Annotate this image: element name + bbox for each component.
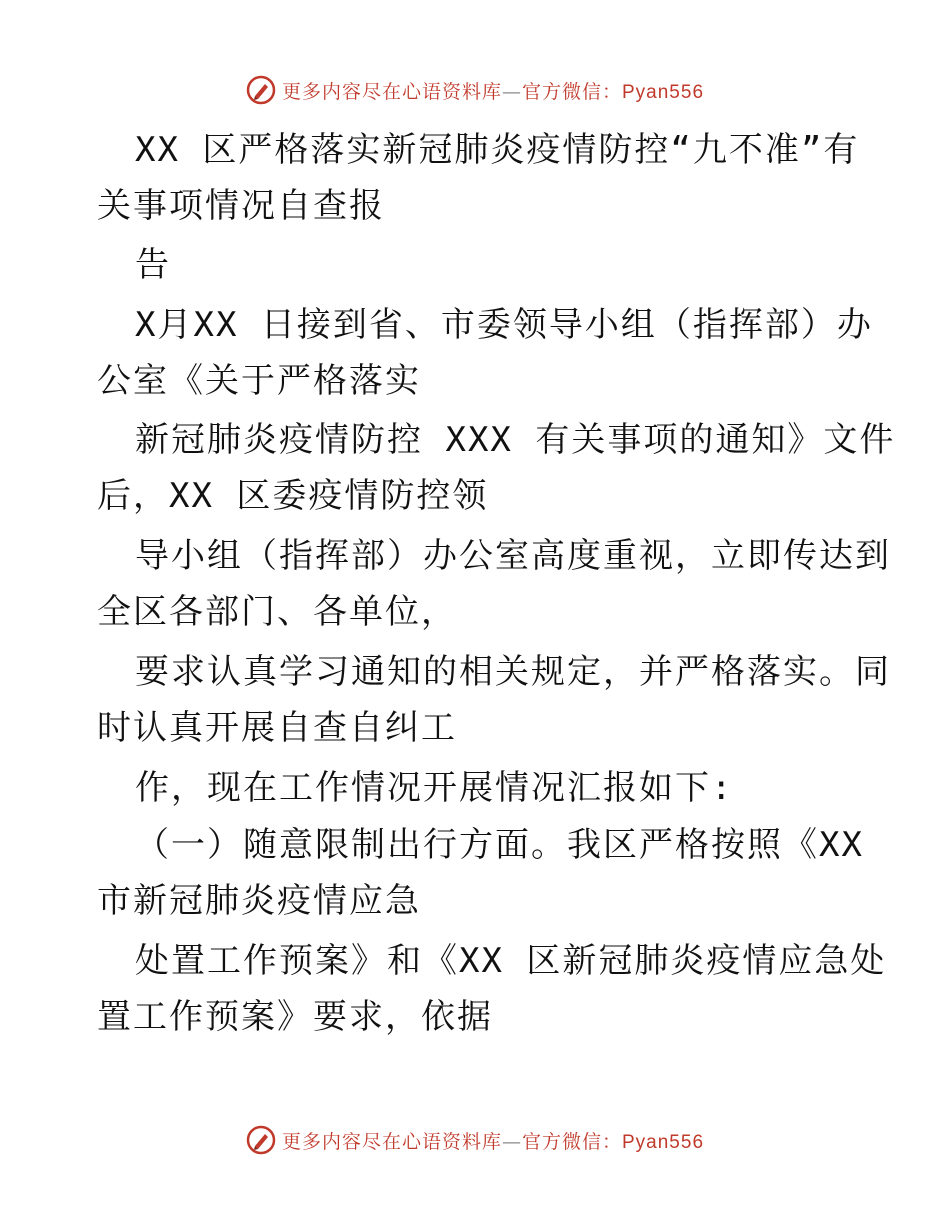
header-banner xyxy=(0,70,950,110)
banner-wechat-label: 官方微信： xyxy=(521,1130,622,1153)
paragraph-line: 置工作预案》要求，依据 xyxy=(97,997,493,1037)
paragraph-line: X月XX 日接到省、市委领导小组（指挥部）办 xyxy=(135,305,873,345)
document-title-line: 告 xyxy=(135,245,171,285)
banner-dash: — xyxy=(501,80,522,103)
pen-logo-icon xyxy=(246,1125,276,1155)
document-title-line: 关事项情况自查报 xyxy=(97,186,385,226)
document-title-line: XX 区严格落实新冠肺炎疫情防控“九不准”有 xyxy=(135,130,860,170)
paragraph-line: 市新冠肺炎疫情应急 xyxy=(97,881,421,921)
paragraph-line: 导小组（指挥部）办公室高度重视，立即传达到 xyxy=(135,536,891,576)
paragraph-line: 要求认真学习通知的相关规定，并严格落实。同 xyxy=(135,652,891,692)
banner-dash: — xyxy=(501,1130,522,1153)
banner-wechat-label: 官方微信： xyxy=(521,80,622,103)
pen-logo-icon xyxy=(246,75,276,105)
paragraph-line: 处置工作预案》和《XX 区新冠肺炎疫情应急处 xyxy=(135,941,887,981)
banner-site-name: 更多内容尽在心语资料库 xyxy=(281,1130,502,1153)
banner-wechat-id: Pyan556 xyxy=(622,81,705,103)
paragraph-line: 公室《关于严格落实 xyxy=(97,361,421,401)
banner-site-name: 更多内容尽在心语资料库 xyxy=(281,80,502,103)
paragraph-line: 新冠肺炎疫情防控 XXX 有关事项的通知》文件 xyxy=(135,420,896,460)
footer-banner xyxy=(0,1120,950,1160)
banner-wechat-id: Pyan556 xyxy=(622,1131,705,1153)
paragraph-line: 后，XX 区委疫情防控领 xyxy=(97,476,489,516)
banner-text xyxy=(282,77,704,104)
paragraph-line: 全区各部门、各单位， xyxy=(97,592,457,632)
paragraph-line: （一）随意限制出行方面。我区严格按照《XX xyxy=(135,825,864,865)
banner-text xyxy=(282,1127,704,1154)
paragraph-line: 时认真开展自查自纠工 xyxy=(97,708,457,748)
paragraph-line: 作，现在工作情况开展情况汇报如下: xyxy=(135,768,734,808)
